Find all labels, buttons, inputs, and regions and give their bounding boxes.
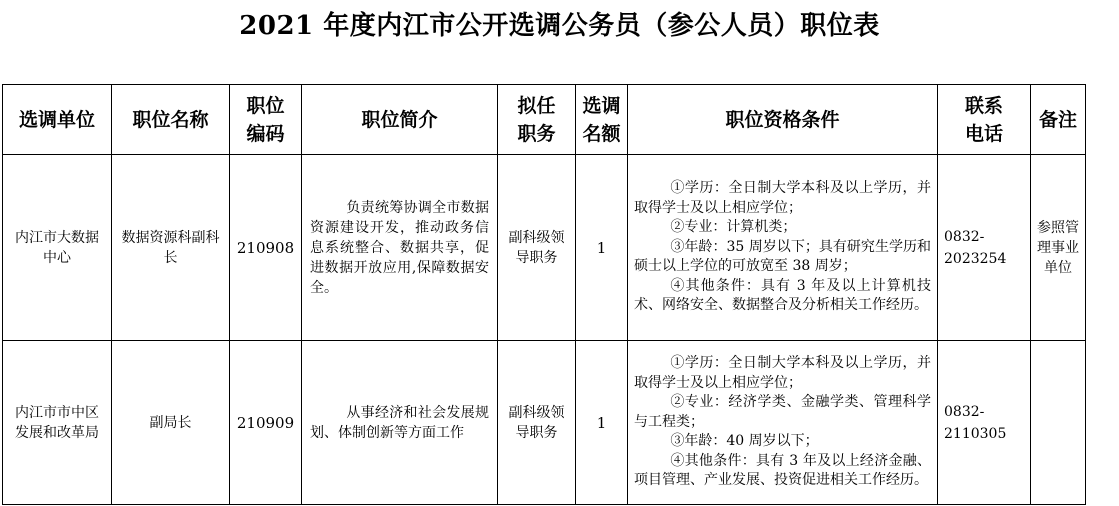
row-intro-text: 负责统筹协调全市数据资源建设开发，推动政务信息系统整合、数据共享，促进数据开放应用,保障数据安全。 [310, 199, 489, 296]
header-code [230, 85, 302, 155]
header-unit: 选调单位 [3, 85, 112, 155]
row-code: 210908 [230, 155, 302, 341]
row-quota: 1 [576, 155, 628, 341]
qualification-line: ③年龄：40 周岁以下； [670, 433, 819, 450]
header-phone-line1: 联系 [964, 94, 1003, 117]
page-title: 2021 年度内江市公开选调公务员（参公人员）职位表 [239, 11, 880, 41]
header-remarks: 备注 [1031, 85, 1086, 155]
header-quota-line2: 名额 [582, 122, 621, 145]
row-qualifications [628, 155, 938, 341]
qualification-line: ①学历：全日制大学本科及以上学历，并取得学士及以上相应学位； [634, 179, 931, 216]
qualification-line: ①学历：全日制大学本科及以上学历，并取得学士及以上相应学位； [634, 354, 931, 391]
header-rank-line1: 拟任 [517, 94, 556, 117]
table-row [3, 155, 1086, 341]
header-rank-line2: 职务 [517, 122, 556, 145]
header-phone-line2: 电话 [964, 122, 1003, 145]
qualification-line: ②专业：经济学类、金融学类、管理科学与工程类； [634, 394, 931, 430]
row-intro [302, 155, 498, 341]
row-phone-line2: 2110305 [944, 425, 1007, 442]
table-row [3, 341, 1086, 505]
table-header-row [3, 85, 1086, 155]
row-position: 副局长 [112, 341, 230, 505]
row-rank: 副科级领导职务 [498, 341, 576, 505]
header-rank [498, 85, 576, 155]
row-phone-line1: 0832- [944, 228, 985, 245]
row-phone-line2: 2023254 [944, 250, 1007, 267]
header-position: 职位名称 [112, 85, 230, 155]
header-code-line2: 编码 [246, 122, 285, 145]
header-qualifications: 职位资格条件 [628, 85, 938, 155]
row-remarks [1031, 341, 1086, 505]
row-intro-text: 从事经济和社会发展规划、体制创新等方面工作 [310, 404, 489, 441]
row-code: 210909 [230, 341, 302, 505]
row-unit: 内江市大数据中心 [3, 155, 112, 341]
qualification-line: ②专业：计算机类； [670, 219, 797, 236]
row-qualifications [628, 341, 938, 505]
row-phone-line1: 0832- [944, 403, 985, 420]
row-position: 数据资源科副科长 [112, 155, 230, 341]
row-phone [938, 341, 1031, 505]
qualification-line: ③年龄：35 周岁以下；具有研究生学历和硕士以上学位的可放宽至 38 周岁； [634, 238, 931, 275]
row-unit: 内江市市中区发展和改革局 [3, 341, 112, 505]
row-quota: 1 [576, 341, 628, 505]
header-quota [576, 85, 628, 155]
header-phone [938, 85, 1031, 155]
row-remarks: 参照管理事业单位 [1031, 155, 1086, 341]
row-rank: 副科级领导职务 [498, 155, 576, 341]
header-quota-line1: 选调 [582, 94, 621, 117]
position-table [2, 84, 1086, 505]
row-intro [302, 341, 498, 505]
header-intro: 职位简介 [302, 85, 498, 155]
header-code-line1: 职位 [246, 94, 285, 117]
qualification-line: ④其他条件：具有 3 年及以上经济金融、项目管理、产业发展、投资促进相关工作经历。 [634, 452, 931, 489]
qualification-line: ④其他条件：具有 3 年及以上计算机技术、网络安全、数据整合及分析相关工作经历。 [634, 277, 931, 314]
row-phone [938, 155, 1031, 341]
